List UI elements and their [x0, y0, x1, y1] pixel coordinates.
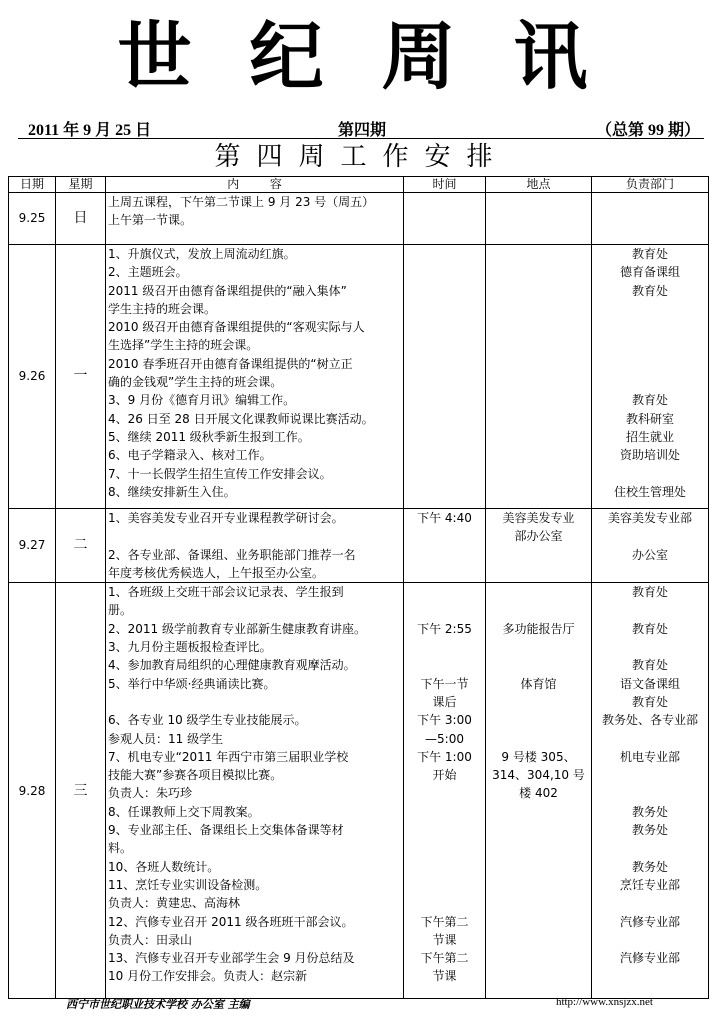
header-date: 日期 — [9, 177, 56, 193]
time-cell-line: 下午 3:00 — [417, 713, 472, 728]
header-content: 内 容 — [106, 177, 404, 193]
time-cell-line — [406, 583, 483, 601]
place-cell-line: 楼 402 — [519, 786, 558, 801]
dept-cell-line: 烹饪专业部 — [619, 877, 680, 892]
weekday-value: 二 — [73, 537, 88, 554]
dept-cell-line — [594, 300, 706, 318]
content-cell-line: 10 月份工作安排会。负责人：赵宗新 — [108, 969, 308, 984]
content-cell-line: 册。 — [108, 603, 133, 618]
dept-cell-line — [594, 730, 706, 748]
time-cell — [404, 193, 486, 245]
header-time: 时间 — [404, 177, 486, 193]
place-cell-line: 多功能报告厅 — [502, 621, 575, 636]
time-cell-line: 下午一节 — [420, 676, 469, 691]
dept-cell-line — [594, 894, 706, 912]
dept-cell-line: 美容美发专业部 — [607, 511, 692, 525]
dept-cell-line — [594, 839, 706, 857]
header-weekday: 星期 — [56, 177, 106, 193]
dept-cell-line: 教育处 — [631, 585, 668, 600]
dept-cell-line: 教育处 — [631, 621, 668, 636]
place-cell — [486, 509, 592, 583]
date-cell — [9, 583, 56, 999]
content-cell-line: 上周五课程，下午第二节课上 9 月 23 号（周五） — [108, 195, 375, 209]
content-cell-line: 上午第一节课。 — [108, 213, 193, 228]
place-cell-line: 美容美发专业 — [502, 511, 575, 525]
table-row — [9, 509, 709, 583]
time-cell-line: 课后 — [432, 694, 457, 709]
dept-cell-line: 教育处 — [631, 658, 668, 673]
dept-cell — [592, 509, 709, 583]
content-cell — [106, 245, 404, 509]
place-cell-line — [488, 730, 589, 748]
weekday-value: 三 — [73, 782, 88, 799]
place-cell-line: 部办公室 — [514, 529, 563, 544]
date-value: 9.27 — [18, 538, 46, 553]
issue-line — [20, 117, 700, 139]
schedule-title: 第四周工作安排 — [214, 142, 509, 172]
content-cell-line: 料。 — [108, 841, 133, 856]
content-cell-line: 6、各专业 10 级学生专业技能展示。 — [108, 713, 307, 728]
dept-cell-line — [594, 766, 706, 784]
content-cell-line: 12、汽修专业召开 2011 级各班班干部会议。 — [108, 914, 354, 929]
dept-cell-line: 语文备课组 — [619, 676, 680, 691]
dept-cell-line: 德育备课组 — [619, 265, 680, 280]
time-cell — [404, 509, 486, 583]
time-cell-line — [406, 894, 483, 912]
place-cell-line: 314、304,10 号 — [492, 768, 585, 783]
content-cell-line: 确的金钱观”学生主持的班会课。 — [108, 375, 283, 390]
content-cell — [106, 193, 404, 245]
time-cell-line: 下午第二 — [420, 914, 469, 929]
content-cell-line: 9、专业部主任、备课组长上交集体备课等材 — [108, 823, 344, 838]
weekday-value: 一 — [73, 368, 88, 385]
content-cell-line: 8、继续安排新生入住。 — [108, 484, 236, 499]
time-cell-line: 节课 — [432, 969, 457, 984]
content-cell-line: 生选择”学生主持的班会课。 — [108, 338, 259, 353]
dept-cell-line: 住校生管理处 — [613, 484, 686, 499]
time-cell-line: 下午 2:55 — [417, 621, 472, 636]
weekday-cell — [56, 509, 106, 583]
date-cell — [9, 245, 56, 509]
place-cell — [486, 245, 592, 509]
issue-date: 2011 年 9 月 25 日 — [28, 122, 152, 139]
place-cell-line — [488, 601, 589, 619]
schedule-table — [8, 176, 709, 999]
place-cell — [486, 193, 592, 245]
dept-cell-line — [594, 527, 706, 545]
place-cell-line — [488, 711, 589, 729]
dept-cell-line — [594, 318, 706, 336]
weekday-value: 日 — [73, 210, 88, 227]
time-cell-line: 下午第二 — [420, 951, 469, 966]
content-cell — [106, 583, 404, 999]
dept-cell-line: 汽修专业部 — [619, 951, 680, 966]
dept-cell-line: 招生就业 — [625, 429, 674, 444]
place-cell-line — [488, 656, 589, 674]
dept-cell-line — [594, 638, 706, 656]
content-cell-line: 年度考核优秀候选人，上午报至办公室。 — [108, 565, 325, 580]
time-cell-line: 下午 1:00 — [417, 749, 472, 764]
time-cell-line: 节课 — [432, 932, 457, 947]
footer-url[interactable]: http://www.xnsjzx.net — [555, 996, 653, 1008]
content-cell-line: 2010 春季班召开由德育备课组提供的“树立正 — [108, 356, 353, 371]
content-cell-line: 2、各专业部、备课组、业务职能部门推荐一名 — [108, 547, 356, 562]
header-place: 地点 — [486, 177, 592, 193]
content-cell-line: 技能大赛”参赛各项目模拟比赛。 — [108, 768, 283, 783]
dept-cell — [592, 583, 709, 999]
content-cell-line: 学生主持的班会课。 — [108, 301, 217, 316]
dept-cell-line: 资助培训处 — [619, 448, 680, 463]
content-cell-line: 4、26 日至 28 日开展文化课教师说课比赛活动。 — [108, 411, 374, 426]
dept-cell-line — [594, 931, 706, 949]
content-cell-line: 7、十一长假学生招生宣传工作安排会议。 — [108, 466, 332, 481]
dept-cell-line: 教育处 — [631, 694, 668, 709]
table-row — [9, 583, 709, 999]
footer-editor: 西宁市世纪职业技术学校 办公室 主编 — [66, 998, 250, 1011]
date-value: 9.25 — [18, 211, 46, 226]
date-cell — [9, 193, 56, 245]
time-cell-line: —5:00 — [425, 731, 464, 746]
weekday-cell — [56, 193, 106, 245]
content-cell-line: 负责人：田录山 — [108, 932, 193, 947]
dept-cell-line: 教务处 — [631, 804, 668, 819]
place-cell — [486, 583, 592, 999]
content-cell-line: 1、美容美发专业召开专业课程教学研讨会。 — [108, 511, 344, 525]
place-cell-line: 9 号楼 305、 — [501, 749, 576, 764]
content-cell-line: 8、任课教师上交下周教案。 — [108, 804, 260, 819]
dept-cell — [592, 193, 709, 245]
dept-cell-line: 教务处 — [631, 823, 668, 838]
dept-cell-line: 汽修专业部 — [619, 914, 680, 929]
content-cell-line — [108, 693, 401, 711]
issue-total: （总第 99 期） — [595, 122, 700, 139]
content-cell-line: 13、汽修专业召开专业部学生会 9 月份总结及 — [108, 951, 355, 966]
date-value: 9.28 — [18, 783, 46, 798]
content-cell-line: 6、电子学籍录入、核对工作。 — [108, 448, 272, 463]
time-cell-line — [406, 656, 483, 674]
masthead-title: 世纪周讯 — [117, 14, 646, 100]
dept-cell-line — [594, 336, 706, 354]
content-cell-line: 负责人：黄建忠、高海林 — [108, 896, 241, 911]
content-cell-line: 2、主题班会。 — [108, 265, 188, 280]
content-cell-line — [108, 527, 401, 545]
dept-cell-line: 教育处 — [631, 393, 668, 408]
content-cell-line: 2011 级召开由德育备课组提供的“融入集体” — [108, 283, 347, 298]
table-header-row — [9, 177, 709, 193]
time-cell-line — [406, 876, 483, 894]
time-cell — [404, 583, 486, 999]
content-cell-line: 4、参加教育局组织的心理健康教育观摩活动。 — [108, 658, 356, 673]
issue-number: 第四期 — [338, 122, 387, 139]
place-cell-line — [488, 693, 589, 711]
time-cell-line — [406, 839, 483, 857]
content-cell-line: 2010 级召开由德育备课组提供的“客观实际与人 — [108, 320, 365, 335]
content-cell-line: 3、九月份主题板报检查评比。 — [108, 640, 272, 655]
time-cell-line — [406, 803, 483, 821]
time-cell-line — [406, 821, 483, 839]
content-cell-line: 负责人：朱巧珍 — [108, 786, 193, 801]
dept-cell-line: 办公室 — [631, 547, 668, 562]
date-value: 9.26 — [18, 369, 46, 384]
time-cell-line: 开始 — [432, 768, 457, 783]
weekday-cell — [56, 245, 106, 509]
dept-cell-line — [594, 373, 706, 391]
content-cell-line: 3、9 月份《德育月讯》编辑工作。 — [108, 393, 296, 408]
time-cell-line — [406, 601, 483, 619]
content-cell-line: 10、各班人数统计。 — [108, 859, 220, 874]
content-cell — [106, 509, 404, 583]
dept-cell — [592, 245, 709, 509]
table-row — [9, 193, 709, 245]
table-row — [9, 245, 709, 509]
content-cell-line: 7、机电专业“2011 年西宁市第三届职业学校 — [108, 749, 349, 764]
content-cell-line: 1、各班级上交班干部会议记录表、学生报到 — [108, 585, 344, 600]
dept-cell-line: 教育处 — [631, 283, 668, 298]
weekday-cell — [56, 583, 106, 999]
footer — [0, 996, 723, 1012]
time-cell — [404, 245, 486, 509]
time-cell-line — [406, 858, 483, 876]
dept-cell-line — [594, 465, 706, 483]
place-cell-line: 体育馆 — [520, 676, 557, 691]
time-cell-line — [406, 638, 483, 656]
time-cell-line: 下午 4:40 — [417, 511, 472, 525]
dept-cell-line: 教务处 — [631, 859, 668, 874]
dept-cell-line — [594, 601, 706, 619]
header-dept: 负责部门 — [592, 177, 709, 193]
dept-cell-line — [594, 355, 706, 373]
dept-cell-line: 机电专业部 — [619, 749, 680, 764]
place-cell-line — [488, 638, 589, 656]
content-cell-line: 5、继续 2011 级秋季新生报到工作。 — [108, 429, 310, 444]
place-cell-line — [488, 583, 589, 601]
content-cell-line: 5、举行中华颂·经典诵读比赛。 — [108, 676, 276, 691]
content-cell-line: 参观人员：11 级学生 — [108, 731, 224, 746]
dept-cell-line: 教务处、各专业部 — [601, 713, 698, 728]
dept-cell-line: 教育处 — [631, 247, 668, 261]
dept-cell-line — [594, 784, 706, 802]
content-cell-line: 11、烹饪专业实训设备检测。 — [108, 877, 268, 892]
content-cell-line: 2、2011 级学前教育专业部新生健康教育讲座。 — [108, 621, 366, 636]
date-cell — [9, 509, 56, 583]
content-cell-line: 1、升旗仪式，发放上周流动红旗。 — [108, 247, 296, 261]
time-cell-line — [406, 784, 483, 802]
dept-cell-line: 教科研室 — [625, 411, 674, 426]
